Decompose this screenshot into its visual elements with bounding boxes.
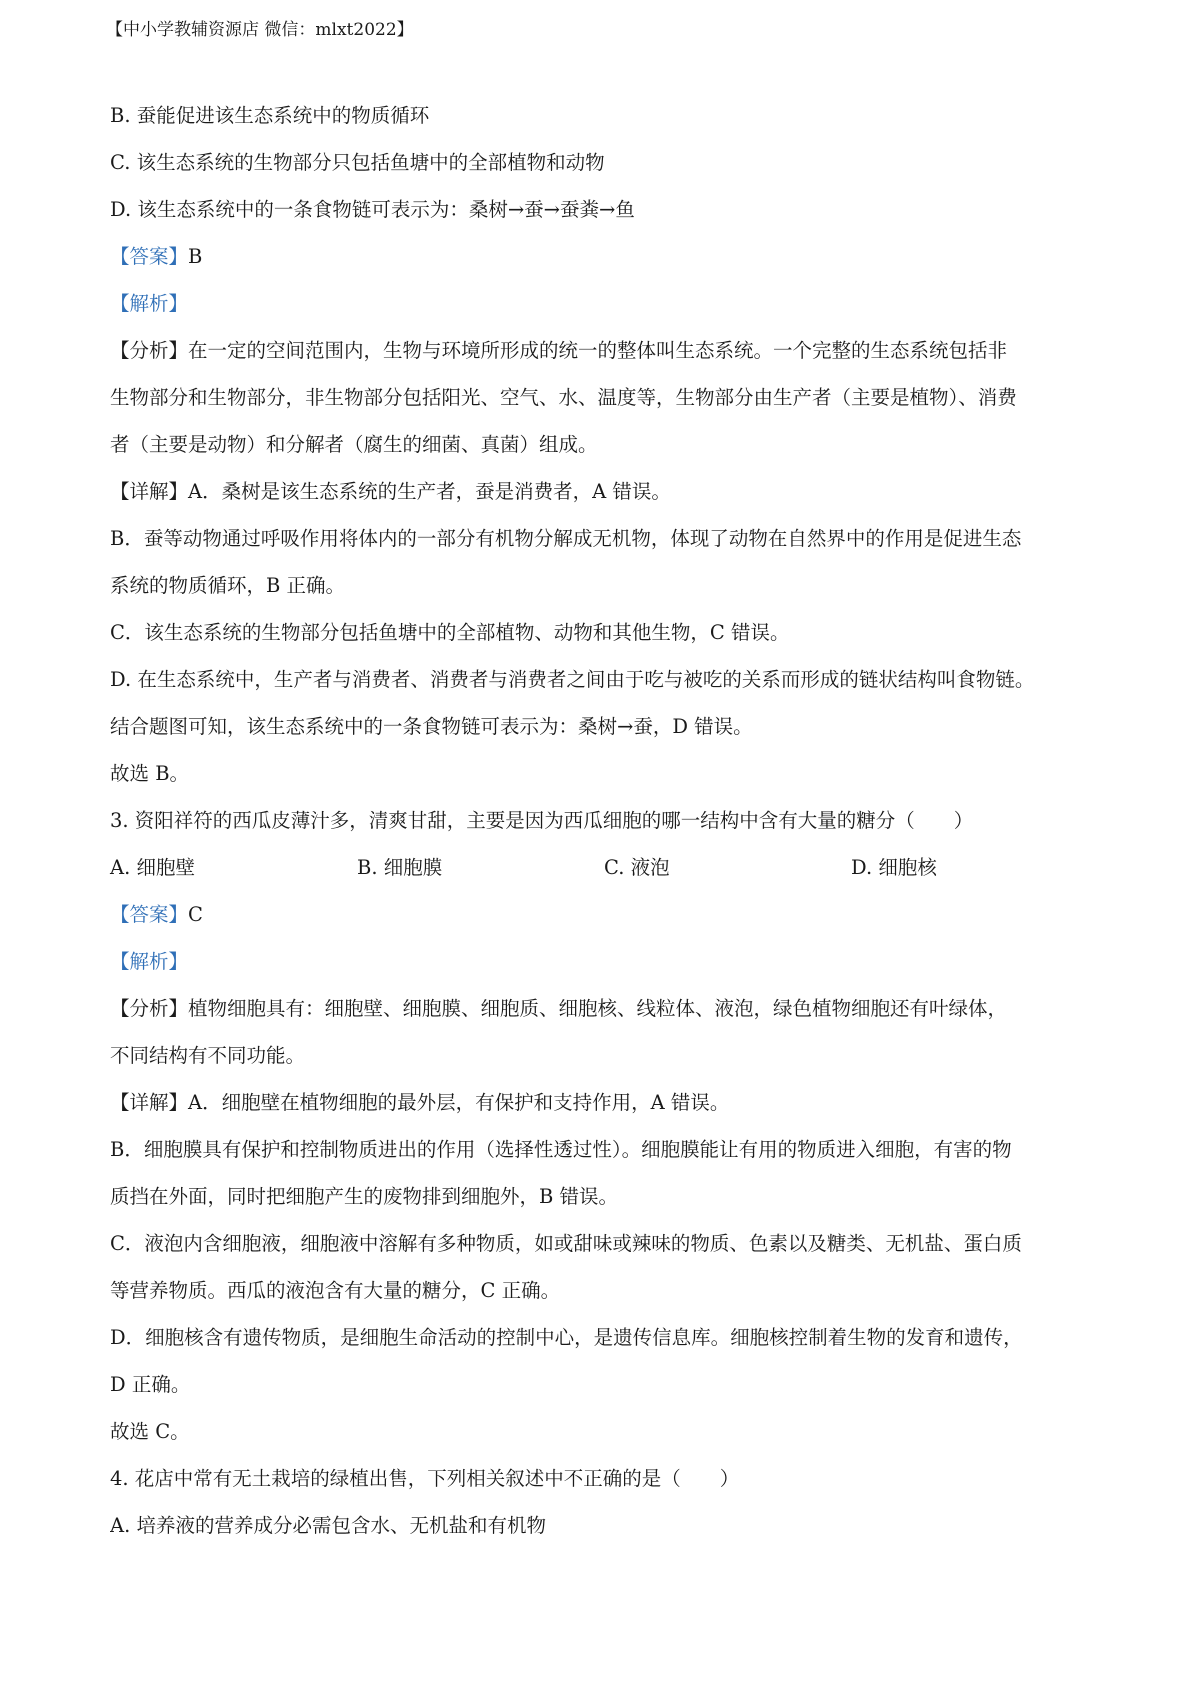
q2-detail-d-line-2: 结合题图可知，该生态系统中的一条食物链可表示为：桑树→蚕，D 错误。 — [110, 715, 753, 738]
q2-detail-b-line-2: 系统的物质循环，B 正确。 — [110, 574, 346, 597]
q2-answer — [110, 233, 1100, 280]
q2-detail-a: 【详解】A．桑树是该生态系统的生产者，蚕是消费者，A 错误。 — [110, 480, 671, 503]
q3-stem: 3. 资阳祥符的西瓜皮薄汁多，清爽甘甜，主要是因为西瓜细胞的哪一结构中含有大量的糖分（ ） — [110, 809, 974, 832]
q3-analysis-line-1: 【分析】植物细胞具有：细胞壁、细胞膜、细胞质、细胞核、线粒体、液泡，绿色植物细胞还有叶绿体， — [110, 997, 1008, 1020]
q3-option-d: D. 细胞核 — [851, 856, 937, 879]
answer-value: B — [188, 245, 203, 268]
q4-stem: 4. 花店中常有无土栽培的绿植出售，下列相关叙述中不正确的是（ ） — [110, 1467, 740, 1490]
q3-detail-b-line-2: 质挡在外面，同时把细胞产生的废物排到细胞外，B 错误。 — [110, 1185, 619, 1208]
q3-analysis-line-2: 不同结构有不同功能。 — [110, 1044, 306, 1067]
header-note: 【中小学教辅资源店 微信：mlxt2022】 — [106, 20, 414, 40]
explanation-tag: 【解析】 — [110, 950, 189, 973]
q3-detail-d-line-1: D．细胞核含有遗传物质，是细胞生命活动的控制中心，是遗传信息库。细胞核控制着生物的发育和遗传， — [110, 1326, 1023, 1349]
q3-explanation-heading — [110, 938, 1100, 985]
answer-value: C — [188, 903, 203, 926]
q3-option-b: B. 细胞膜 — [357, 856, 443, 879]
q2-conclusion: 故选 B。 — [110, 762, 190, 785]
answer-tag: 【答案】 — [110, 903, 189, 926]
q2-analysis-line-2: 生物部分和生物部分，非生物部分包括阳光、空气、水、温度等，生物部分由生产者（主要是植物）、消费 — [110, 386, 1017, 409]
q3-detail-c-line-1: C．液泡内含细胞液，细胞液中溶解有多种物质，如或甜味或辣味的物质、色素以及糖类、无机盐、蛋白质 — [110, 1232, 1022, 1255]
q2-detail-b-line-1: B．蚕等动物通过呼吸作用将体内的一部分有机物分解成无机物，体现了动物在自然界中的作用是促进生态 — [110, 527, 1022, 550]
q3-options — [110, 844, 1100, 891]
q3-conclusion: 故选 C。 — [110, 1420, 190, 1443]
q3-detail-d-line-2: D 正确。 — [110, 1373, 191, 1396]
q3-detail-c-line-2: 等营养物质。西瓜的液泡含有大量的糖分，C 正确。 — [110, 1279, 561, 1302]
q3-option-a: A. 细胞壁 — [110, 856, 195, 879]
q3-detail-a: 【详解】A．细胞壁在植物细胞的最外层，有保护和支持作用，A 错误。 — [110, 1091, 730, 1114]
q3-answer — [110, 891, 1100, 938]
explanation-tag: 【解析】 — [110, 292, 189, 315]
q2-explanation-heading — [110, 280, 1100, 327]
q2-detail-c: C．该生态系统的生物部分包括鱼塘中的全部植物、动物和其他生物，C 错误。 — [110, 621, 790, 644]
q2-option-b: B. 蚕能促进该生态系统中的物质循环 — [110, 104, 430, 127]
q2-analysis-line-1: 【分析】在一定的空间范围内，生物与环境所形成的统一的整体叫生态系统。一个完整的生态系统包括非 — [110, 339, 1008, 362]
q2-detail-d-line-1: D. 在生态系统中，生产者与消费者、消费者与消费者之间由于吃与被吃的关系而形成的链状结构叫食物链。 — [110, 668, 1035, 691]
answer-tag: 【答案】 — [110, 245, 189, 268]
document-body — [110, 92, 1100, 1549]
q3-detail-b-line-1: B．细胞膜具有保护和控制物质进出的作用（选择性透过性）。细胞膜能让有用的物质进入细胞，有害的物 — [110, 1138, 1012, 1161]
q2-analysis-line-3: 者（主要是动物）和分解者（腐生的细菌、真菌）组成。 — [110, 433, 598, 456]
q2-option-c: C. 该生态系统的生物部分只包括鱼塘中的全部植物和动物 — [110, 151, 605, 174]
q3-option-c: C. 液泡 — [604, 856, 670, 879]
q4-option-a: A. 培养液的营养成分必需包含水、无机盐和有机物 — [110, 1514, 546, 1537]
q2-option-d: D. 该生态系统中的一条食物链可表示为：桑树→蚕→蚕粪→鱼 — [110, 198, 635, 221]
